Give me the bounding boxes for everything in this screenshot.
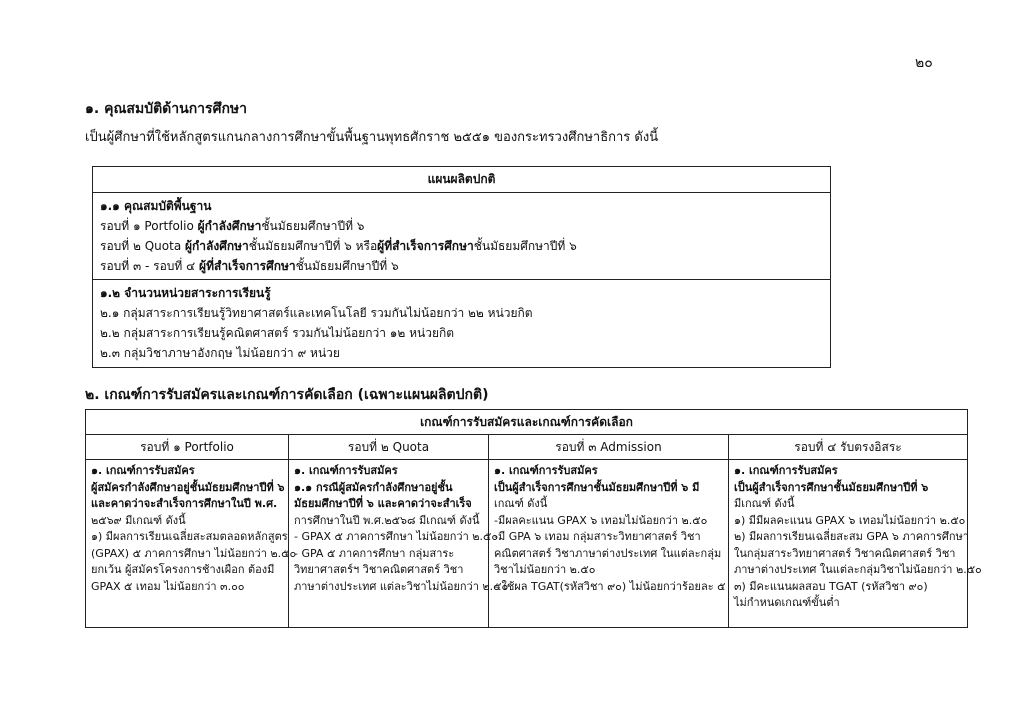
criteria-line: -มี GPA ๖ เทอม กลุ่มสาระวิทยาศาสตร์ วิชา xyxy=(494,530,701,543)
line-segment: รอบที่ ๒ Quota xyxy=(100,239,185,253)
criteria-line: เป็นผู้สำเร็จการศึกษาชั้นมัธยมศึกษาปีที่ ๖ xyxy=(734,480,929,494)
basic-qualifications xyxy=(93,193,830,280)
basic-qualification-round-line xyxy=(100,256,823,276)
criteria-line: มีเกณฑ์ ดังนี้ xyxy=(734,497,795,510)
round-4-criteria xyxy=(729,460,982,628)
criteria-line: - GPA ๕ ภาคการศึกษา กลุ่มสาระ xyxy=(294,546,455,560)
criteria-line: -มีผลคะแนน GPAX ๖ เทอมไม่น้อยกว่า ๒.๕๐ xyxy=(494,513,708,527)
criteria-line: ภาษาต่างประเทศ ในแต่ละกลุ่มวิชาไม่น้อยกว่า ๒.๕๐ xyxy=(734,563,982,576)
line-segment: รอบที่ ๑ Portfolio xyxy=(100,219,198,233)
criteria-line: ๑. เกณฑ์การรับสมัคร xyxy=(734,464,838,477)
line-segment: ผู้ที่สำเร็จการศึกษา xyxy=(199,259,296,273)
line-segment: รอบที่ ๓ - รอบที่ ๔ xyxy=(100,259,200,273)
basic-qualification-round-line xyxy=(100,216,823,236)
criteria-line: วิทยาศาสตร์ฯ วิชาคณิตศาสตร์ วิชา xyxy=(294,563,464,576)
criteria-line: GPAX ๕ เทอม ไม่น้อยกว่า ๓.๐๐ xyxy=(91,579,245,593)
criteria-line: ผู้สมัครกำลังศึกษาอยู่ชั้นมัธยมศึกษาปีที่ ๖ xyxy=(91,480,285,494)
criteria-line: ยกเว้น ผู้สมัครโครงการช้างเผือก ต้องมี xyxy=(91,563,275,576)
regular-plan-box xyxy=(92,166,831,368)
learning-unit-science: ๒.๑ กลุ่มสาระการเรียนรู้วิทยาศาสตร์และเทคโนโลยี รวมกันไม่น้อยกว่า ๒๒ หน่วยกิต xyxy=(100,306,533,320)
criteria-line: ในกลุ่มสาระวิทยาศาสตร์ วิชาคณิตศาสตร์ วิชา xyxy=(734,546,956,560)
criteria-line: ๑) มีมีผลคะแนน GPAX ๖ เทอมไม่น้อยกว่า ๒.๕๐ xyxy=(734,513,966,527)
basic-qualifications-title: ๑.๑ คุณสมบัติพื้นฐาน xyxy=(100,199,212,213)
criteria-table-title: เกณฑ์การรับสมัครและเกณฑ์การคัดเลือก xyxy=(86,410,968,435)
criteria-line: ๑. เกณฑ์การรับสมัคร xyxy=(494,464,598,477)
round-1-criteria xyxy=(86,460,297,628)
learning-unit-math: ๒.๒ กลุ่มสาระการเรียนรู้คณิตศาสตร์ รวมกันไม่น้อยกว่า ๑๒ หน่วยกิต xyxy=(100,326,455,340)
criteria-line: ๑) มีผลการเรียนเฉลี่ยสะสมตลอดหลักสูตร xyxy=(91,530,288,543)
criteria-table xyxy=(85,409,982,628)
page-number: ๒๐ xyxy=(915,55,933,71)
criteria-line: ภาษาต่างประเทศ แต่ละวิชาไม่น้อยกว่า ๒.๕๐ xyxy=(294,579,509,593)
criteria-line: การศึกษาในปี พ.ศ.๒๕๖๘ มีเกณฑ์ ดังนี้ xyxy=(294,513,480,527)
criteria-line: ๓) มีคะแนนผลสอบ TGAT (รหัสวิชา ๙๐) xyxy=(734,579,928,593)
section1-intro: เป็นผู้ศึกษาที่ใช้หลักสูตรแกนกลางการศึกษาขั้นพื้นฐานพุทธศักราช ๒๕๕๑ ของกระทรวงศึกษาธิการ ดังนี้ xyxy=(85,130,659,145)
line-segment: ผู้กำลังศึกษา xyxy=(197,219,262,233)
criteria-line: (GPAX) ๕ ภาคการศึกษา ไม่น้อยกว่า ๒.๕๐ xyxy=(91,546,297,560)
line-segment: ชั้นมัธยมศึกษาปีที่ ๖ xyxy=(473,239,577,253)
criteria-line: - ใช้ผล TGAT(รหัสวิชา ๙๐) ไม่น้อยกว่าร้อยละ ๕ xyxy=(494,579,726,593)
criteria-line: คณิตศาสตร์ วิชาภาษาต่างประเทศ ในแต่ละกลุ่ม xyxy=(494,546,722,560)
round-4-header: รอบที่ ๔ รับตรงอิสระ xyxy=(729,435,968,460)
section2-heading: ๒. เกณฑ์การรับสมัครและเกณฑ์การคัดเลือก (เฉพาะแผนผลิตปกติ) xyxy=(85,387,489,403)
criteria-line: วิชาไม่น้อยกว่า ๒.๕๐ xyxy=(494,563,596,576)
line-segment: ผู้กำลังศึกษา xyxy=(184,239,249,253)
criteria-line: เกณฑ์ ดังนี้ xyxy=(494,497,548,510)
learning-units xyxy=(93,280,830,363)
learning-units-title: ๑.๒ จำนวนหน่วยสาระการเรียนรู้ xyxy=(100,286,271,300)
line-segment: ผู้ที่สำเร็จการศึกษา xyxy=(377,239,474,253)
criteria-line: ๑. เกณฑ์การรับสมัคร xyxy=(91,464,195,477)
line-segment: ชั้นมัธยมศึกษาปีที่ ๖ xyxy=(295,259,399,273)
round-1-header: รอบที่ ๑ Portfolio xyxy=(86,435,289,460)
criteria-line: ไม่กำหนดเกณฑ์ขั้นต่ำ xyxy=(734,596,840,609)
round-2-criteria xyxy=(289,460,509,628)
criteria-line: ๑.๑ กรณีผู้สมัครกำลังศึกษาอยู่ชั้น xyxy=(294,480,453,494)
criteria-line: - GPAX ๕ ภาคการศึกษา ไม่น้อยกว่า ๒.๕๐ xyxy=(294,530,499,543)
criteria-line: ๑. เกณฑ์การรับสมัคร xyxy=(294,464,398,477)
criteria-line: ๒) มีผลการเรียนเฉลี่ยสะสม GPA ๖ ภาคการศึกษา xyxy=(734,530,969,543)
round-3-criteria xyxy=(489,460,729,628)
line-segment: ชั้นมัธยมศึกษาปีที่ ๖ หรือ xyxy=(248,239,378,253)
regular-plan-header: แผนผลิตปกติ xyxy=(93,167,830,193)
criteria-line: เป็นผู้สำเร็จการศึกษาชั้นมัธยมศึกษาปีที่ ๖ มี xyxy=(494,480,700,494)
line-segment: ชั้นมัธยมศึกษาปีที่ ๖ xyxy=(261,219,365,233)
criteria-line: ๒๕๖๙ มีเกณฑ์ ดังนี้ xyxy=(91,513,186,527)
round-2-header: รอบที่ ๒ Quota xyxy=(289,435,489,460)
learning-unit-english: ๒.๓ กลุ่มวิชาภาษาอังกฤษ ไม่น้อยกว่า ๙ หน่วย xyxy=(100,346,340,360)
section1-heading: ๑. คุณสมบัติด้านการศึกษา xyxy=(85,101,248,117)
criteria-line: และคาดว่าจะสำเร็จการศึกษาในปี พ.ศ. xyxy=(91,497,278,510)
basic-qualifications-lines xyxy=(100,216,823,276)
basic-qualification-round-line xyxy=(100,236,823,256)
round-3-header: รอบที่ ๓ Admission xyxy=(489,435,729,460)
criteria-line: มัธยมศึกษาปีที่ ๖ และคาดว่าจะสำเร็จ xyxy=(294,497,472,510)
